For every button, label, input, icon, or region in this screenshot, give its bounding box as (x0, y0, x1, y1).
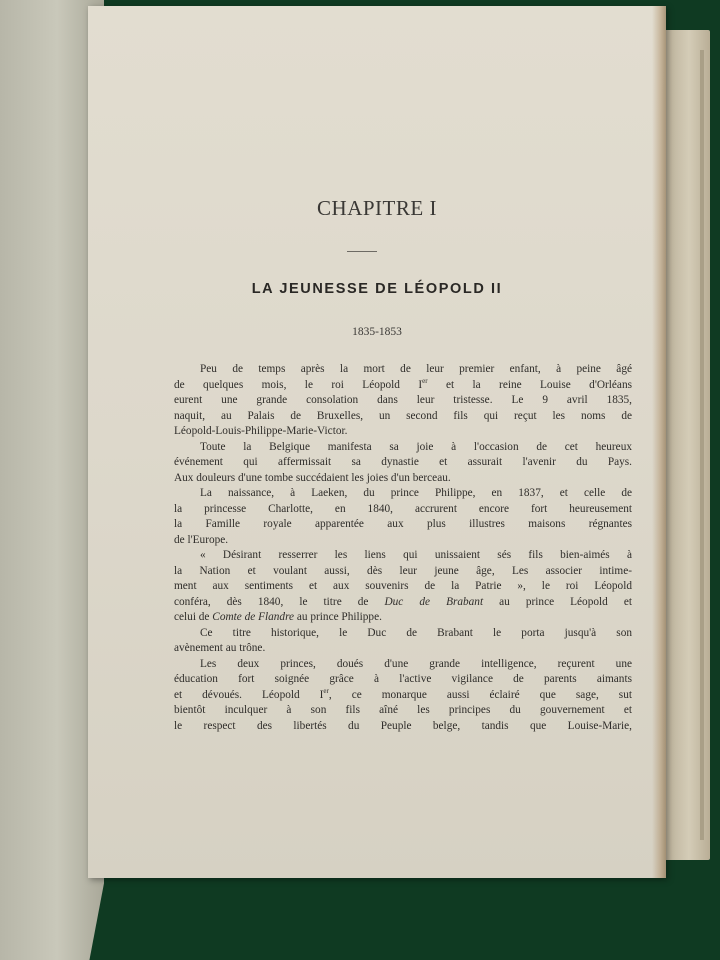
text-line: eurent une grande consolation dans leur tristesse. Le 9 avril 1835, (174, 394, 632, 406)
text-line: le respect des libertés du Peuple belge, tandis que Louise-Marie, (174, 719, 632, 732)
text-line: la princesse Charlotte, en 1840, accrurent encore fort heureusement (174, 502, 632, 515)
text-line: Les deux princes, doués d'une grande intelligence, reçurent une (200, 657, 632, 670)
text-line: celui de Comte de Flandre au prince Philippe. (174, 611, 382, 623)
heading-rule (347, 251, 377, 252)
chapter-title: LA JEUNESSE DE LÉOPOLD II (251, 281, 503, 297)
body-text (174, 362, 632, 734)
text-line: de l'Europe. (174, 533, 229, 546)
text-line: naquit, au Palais de Bruxelles, un second fils qui reçut les noms de (174, 409, 632, 422)
text-line: la Nation et voulant aussi, dès leur jeune âge, Les associer intime- (174, 564, 632, 577)
chapter-heading: CHAPITRE I (317, 196, 437, 220)
text-line: ment aux sentiments et aux souvenirs de la Patrie », le roi Léopold (174, 580, 632, 592)
book-page (88, 6, 666, 878)
text-line: Toute la Belgique manifesta sa joie à l'occasion de cet heureux (200, 440, 632, 453)
text-line: Peu de temps après la mort de leur premier enfant, à peine âgé (200, 363, 632, 375)
text-line: conféra, dès 1840, le titre de Duc de Brabant au prince Léopold et (174, 595, 632, 608)
text-line: éducation fort soignée grâce à l'active vigilance de parents aimants (174, 673, 632, 685)
text-line: événement qui affermissait sa dynastie et assurait l'avenir du Pays. (174, 456, 632, 468)
text-line: la Famille royale apparentée aux plus illustres maisons régnantes (174, 518, 632, 530)
chapter-dates: 1835-1853 (352, 326, 402, 338)
text-line: La naissance, à Laeken, du prince Philippe, en 1837, et celle de (200, 487, 632, 499)
text-line: et dévoués. Léopold Ier, ce monarque aussi éclairé que sage, sut (174, 687, 632, 701)
text-line: Ce titre historique, le Duc de Brabant le porta jusqu'à son (200, 626, 632, 639)
text-line: bientôt inculquer à son fils aîné les principes du gouvernement et (174, 704, 632, 716)
text-line: de quelques mois, le roi Léopold Ier et la reine Louise d'Orléans (174, 377, 632, 391)
text-line: avènement au trône. (174, 642, 266, 654)
text-line: Léopold-Louis-Philippe-Marie-Victor. (174, 425, 348, 437)
text-line: « Désirant resserrer les liens qui unissaient sés fils bien-aimés à (200, 549, 632, 561)
text-line: Aux douleurs d'une tombe succédaient les joies d'un berceau. (174, 471, 451, 484)
